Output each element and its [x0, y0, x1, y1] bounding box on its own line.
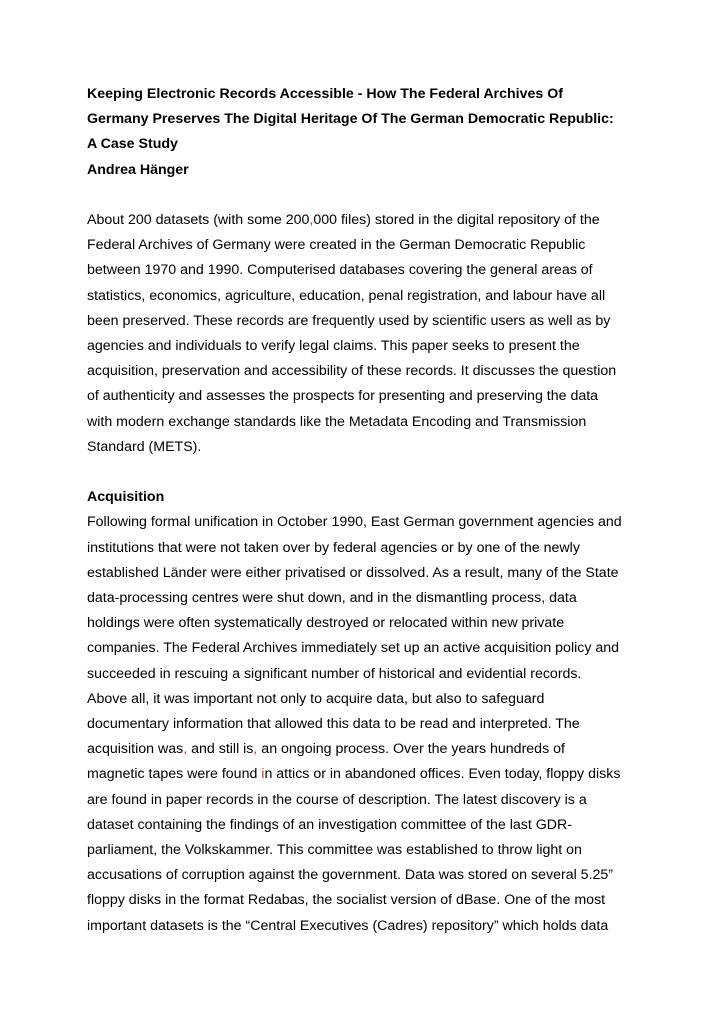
text-line: are found in paper records in the course of description. The latest discovery is a: [87, 791, 587, 808]
text-run: 000 files) stored in the digital repository of the: [313, 212, 600, 228]
text-line: dataset containing the findings of an investigation committee of the last GDR-: [87, 816, 573, 833]
text-line: holdings were often systematically destroyed or relocated within new private: [87, 615, 565, 632]
text-line: statistics, economics, agriculture, education, penal registration, and labour have all: [87, 287, 606, 304]
text-line: important datasets is the “Central Executives (Cadres) repository” which holds data: [87, 917, 609, 934]
text-line: [87, 737, 657, 762]
title-line: Keeping Electronic Records Accessible - How The Federal Archives Of: [87, 86, 563, 102]
text-run: About 200 datasets (with some 200: [87, 212, 310, 228]
text-line: established Länder were either privatised or dissolved. As a result, many of the State: [87, 564, 619, 581]
text-line: between 1970 and 1990. Computerised databases covering the general areas of: [87, 262, 593, 279]
text-run: and still is: [187, 741, 254, 758]
text-line: Above all, it was important not only to acquire data, but also to safeguard: [87, 690, 545, 707]
text-run: n attics or in abandoned offices. Even today, floppy disks: [264, 766, 621, 783]
text-run: acquisition was: [87, 741, 184, 758]
revision-mark: ,: [309, 212, 314, 228]
paragraph-gap: [87, 183, 657, 208]
text-line: floppy disks in the format Redabas, the socialist version of dBase. One of the most: [87, 892, 606, 909]
revision-mark: i: [261, 766, 265, 783]
acquisition-paragraph: [87, 510, 657, 938]
revision-mark: ,: [253, 741, 258, 758]
document-page: [87, 82, 657, 939]
text-run: an ongoing process. Over the years hundreds of: [257, 741, 565, 758]
text-run: magnetic tapes were found: [87, 766, 262, 783]
paragraph-gap: [87, 460, 657, 485]
title-line: Germany Preserves The Digital Heritage Of The German Democratic Republic:: [87, 111, 614, 128]
text-line: [87, 762, 657, 787]
section-heading-acquisition: Acquisition: [87, 489, 165, 506]
abstract-paragraph: [87, 208, 657, 460]
text-line: companies. The Federal Archives immediately set up an active acquisition policy and: [87, 640, 620, 657]
text-line: documentary information that allowed this data to be read and interpreted. The: [87, 716, 580, 733]
revision-mark: ,: [183, 741, 188, 758]
text-line: agencies and individuals to verify legal claims. This paper seeks to present the: [87, 338, 580, 355]
text-line: of authenticity and assesses the prospects for presenting and preserving the data: [87, 388, 599, 405]
text-line: been preserved. These records are frequently used by scientific users as well as by: [87, 312, 611, 329]
text-line: parliament, the Volkskammer. This committee was established to throw light on: [87, 842, 582, 859]
text-line: acquisition, preservation and accessibility of these records. It discusses the question: [87, 363, 617, 380]
title-line: A Case Study: [87, 136, 178, 153]
text-line: Federal Archives of Germany were created in the German Democratic Republic: [87, 237, 586, 254]
paper-title: [87, 82, 657, 183]
text-line: institutions that were not taken over by federal agencies or by one of the newly: [87, 539, 580, 556]
author-name: Andrea Hänger: [87, 161, 189, 178]
text-line: [87, 208, 657, 233]
text-line: Standard (METS).: [87, 438, 202, 455]
text-line: with modern exchange standards like the Metadata Encoding and Transmission: [87, 413, 587, 430]
text-line: accusations of corruption against the government. Data was stored on several 5.25”: [87, 867, 614, 884]
text-line: Following formal unification in October 1990, East German government agencies and: [87, 514, 622, 531]
text-line: succeeded in rescuing a significant number of historical and evidential records.: [87, 665, 582, 682]
text-line: data-processing centres were shut down, and in the dismantling process, data: [87, 590, 577, 607]
